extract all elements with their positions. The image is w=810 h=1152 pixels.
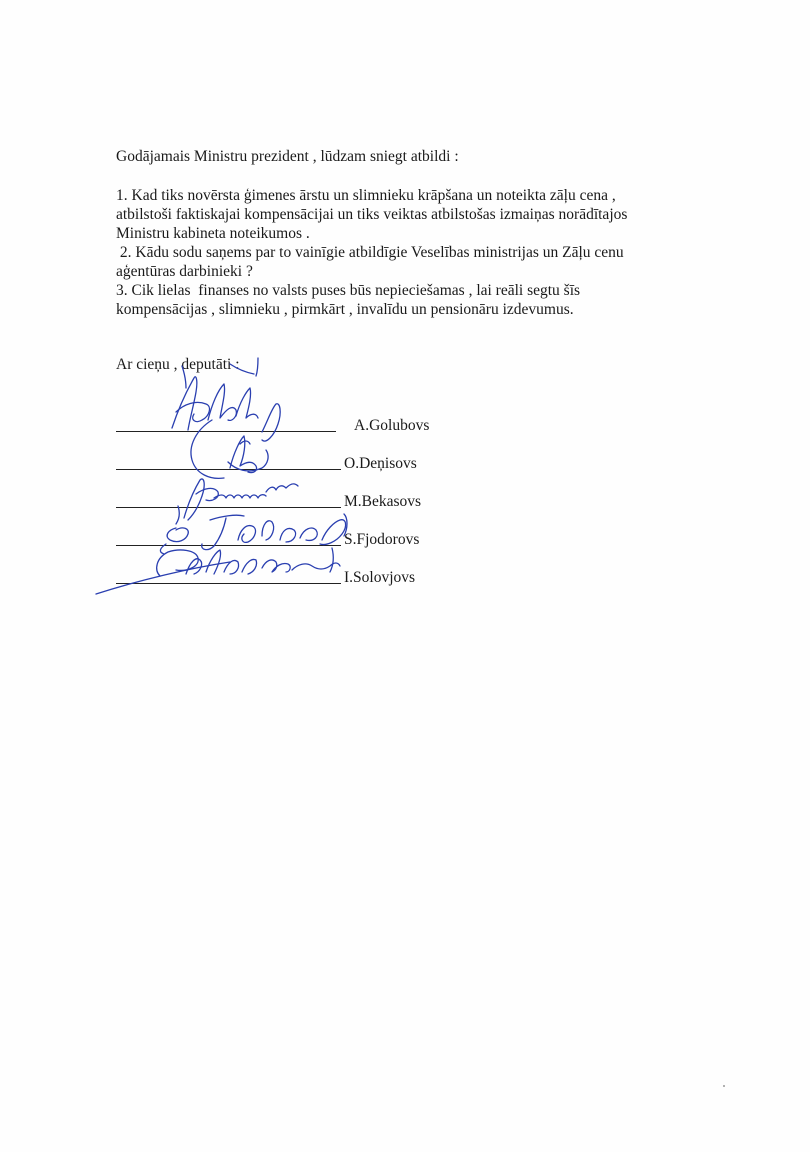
signature-line: [116, 545, 341, 546]
question-1-line-1: 1. Kad tiks novērsta ģimenes ārstu un slimnieku krāpšana un noteikta zāļu cena ,: [116, 187, 616, 204]
question-3-line-1: 3. Cik lielas finanses no valsts puses būs nepieciešamas , lai reāli segtu šīs: [116, 282, 581, 299]
signatory-name: M.Bekasovs: [344, 493, 422, 510]
question-2-line-2: aģentūras darbinieki ?: [116, 263, 253, 280]
signature-line: [116, 507, 341, 508]
signature-bekasovs: [176, 479, 298, 524]
signature-fjodorovs: [160, 514, 347, 554]
signatory-name: I.Solovjovs: [344, 569, 416, 586]
signatory-name: A.Golubovs: [354, 417, 430, 434]
closing-text: Ar cieņu , deputāti :: [116, 356, 240, 373]
question-1-line-3: Ministru kabineta noteikumos .: [116, 225, 310, 242]
question-1-line-2: atbilstoši faktiskajai kompensācijai un tiks veiktas atbilstošas izmaiņas norādītajos: [116, 206, 628, 223]
greeting-text: Godājamais Ministru prezident , lūdzam sniegt atbildi :: [116, 148, 459, 165]
question-2-line-1: 2. Kādu sodu saņems par to vainīgie atbildīgie Veselības ministrijas un Zāļu cenu: [116, 244, 624, 261]
paper-speck: [723, 1085, 725, 1087]
signatory-name: S.Fjodorovs: [344, 531, 420, 548]
signature-line: [116, 469, 341, 470]
signature-solovjovs: [96, 548, 340, 594]
signature-line: [116, 431, 336, 432]
signature-line: [116, 583, 341, 584]
question-3-line-2: kompensācijas , slimnieku , pirmkārt , invalīdu un pensionāru izdevumus.: [116, 301, 574, 318]
signatory-name: O.Deņisovs: [344, 455, 417, 472]
